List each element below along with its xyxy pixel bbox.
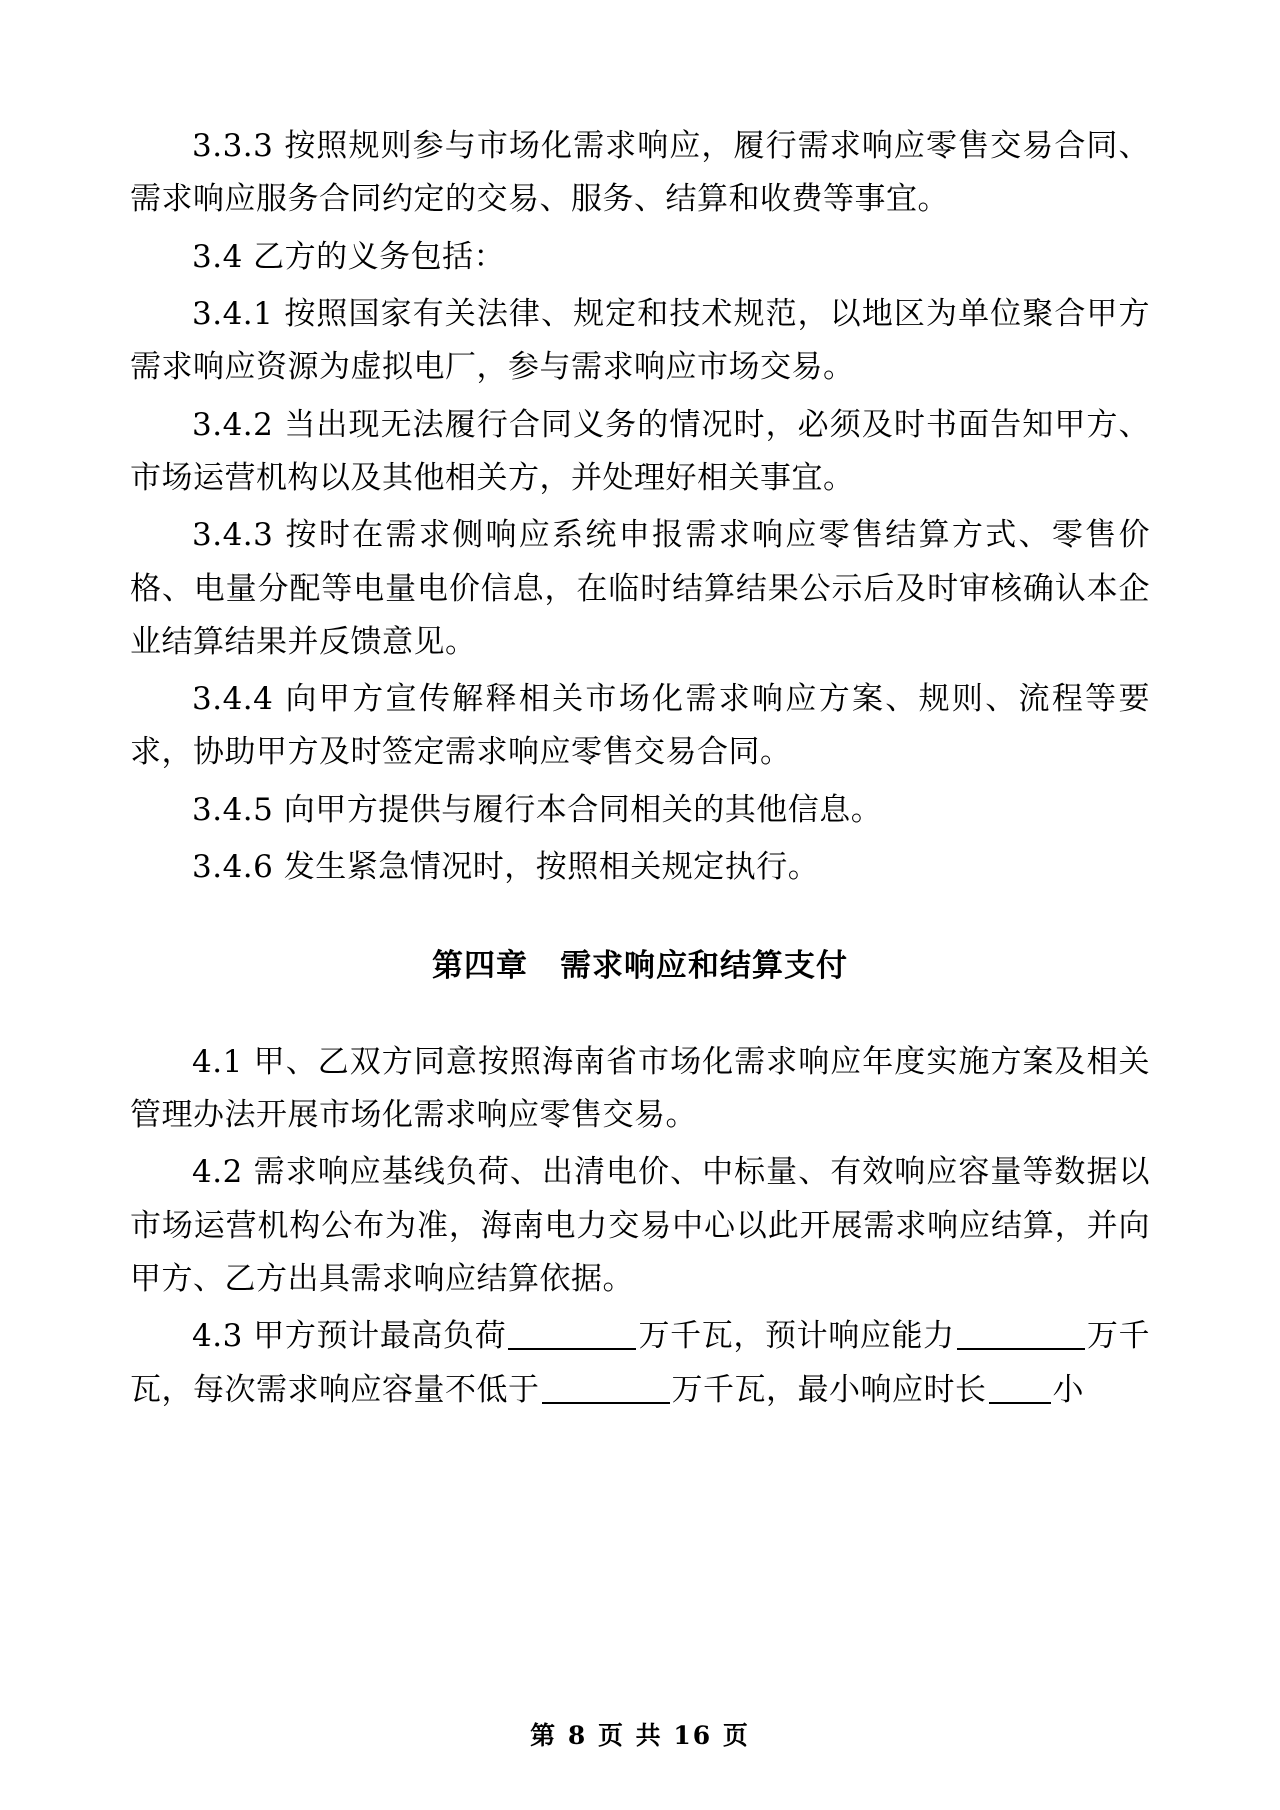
fill-blank-min-capacity[interactable]: [542, 1402, 670, 1404]
fill-text-4: 万千瓦，最小响应时长: [671, 1371, 987, 1408]
paragraph-3-4-4: 3.4.4 向甲方宣传解释相关市场化需求响应方案、规则、流程等要求，协助甲方及时签定需求响应零售交易合同。: [130, 681, 1150, 771]
paragraph-3-4-3: 3.4.3 按时在需求侧响应系统申报需求响应零售结算方式、零售价格、电量分配等电量电价信息，在临时结算结果公示后及时审核确认本企业结算结果并反馈意见。: [130, 517, 1150, 660]
paragraph-3-4-2: 3.4.2 当出现无法履行合同义务的情况时，必须及时书面告知甲方、市场运营机构以及其他相关方，并处理好相关事宜。: [130, 406, 1150, 496]
fill-text-3: 万千瓦，每次需求响应容量不低于: [130, 1318, 1151, 1408]
chapter-heading: 第四章 需求响应和结算支付: [432, 948, 848, 985]
fill-blank-max-load[interactable]: [508, 1348, 636, 1350]
paragraph-4-2: 4.2 需求响应基线负荷、出清电价、中标量、有效响应容量等数据以市场运营机构公布为准，海南电力交易中心以此开展需求响应结算，并向甲方、乙方出具需求响应结算依据。: [130, 1154, 1150, 1297]
fill-text-2: 万千瓦，预计响应能力: [638, 1318, 955, 1355]
paragraph-4-3: [130, 1310, 1150, 1417]
paragraph-3-4: 3.4 乙方的义务包括：: [192, 238, 506, 275]
fill-blank-response-capability[interactable]: [957, 1348, 1085, 1350]
paragraph-4-1: 4.1 甲、乙双方同意按照海南省市场化需求响应年度实施方案及相关管理办法开展市场化需求响应零售交易。: [130, 1043, 1150, 1133]
fill-text-1: 4.3 甲方预计最高负荷: [192, 1318, 507, 1355]
paragraph-3-4-1: 3.4.1 按照国家有关法律、规定和技术规范，以地区为单位聚合甲方需求响应资源为虚拟电厂，参与需求响应市场交易。: [130, 295, 1150, 386]
paragraph-3-4-6: 3.4.6 发生紧急情况时，按照相关规定执行。: [192, 849, 820, 886]
paragraph-3-3-3: 3.3.3 按照规则参与市场化需求响应，履行需求响应零售交易合同、需求响应服务合同约定的交易、服务、结算和收费等事宜。: [130, 128, 1150, 218]
fill-blank-min-duration[interactable]: [989, 1402, 1051, 1404]
page-footer: 第 8 页 共 16 页: [530, 1721, 750, 1750]
paragraph-3-4-5: 3.4.5 向甲方提供与履行本合同相关的其他信息。: [192, 791, 883, 828]
page-body: [130, 120, 1150, 1417]
fill-text-5: 小: [1052, 1371, 1084, 1408]
